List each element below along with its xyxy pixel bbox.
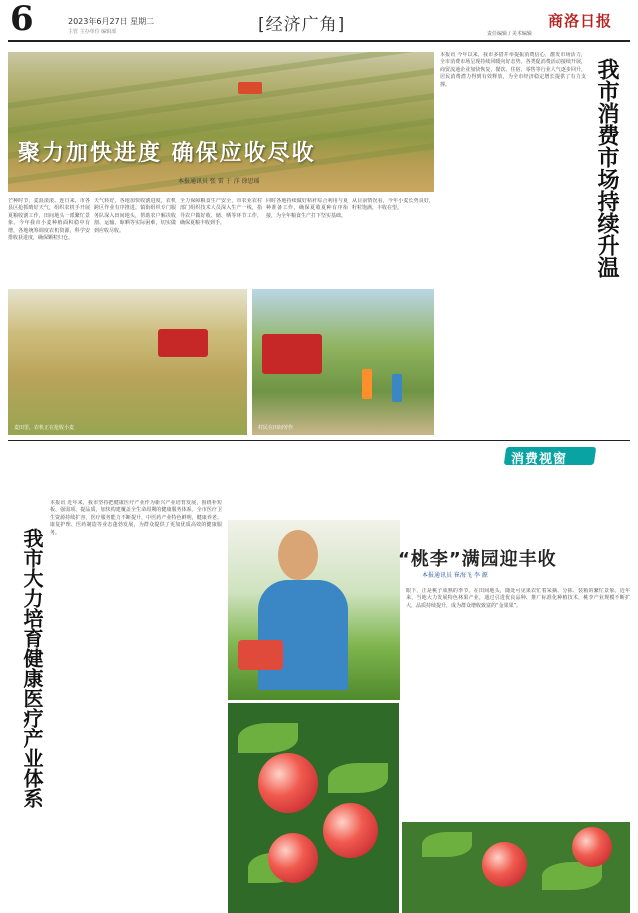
peach-basket [238,640,283,670]
farmer-photo [228,520,400,700]
peach-fruit [268,833,318,883]
harvest-headline: 聚力加快进度 确保应收尽收 [18,141,316,166]
left-photo-caption: 麦田里，农机正在抢收小麦 [14,425,75,431]
header-subline: 主管 主办单位 编辑部 [68,29,117,35]
peach-fruit [482,842,527,887]
harvest-column-2: 天气转好，各地加快收割进度，农机跨区作业有序推进。镇街组织专门服务队深入田间地头，帮助农户解决收割、运输、晾晒等实际困难，切实做到应收尽收。 [94,198,176,234]
peach-body: 眼下，正是桃子成熟的季节。在田间地头，随处可见果农忙着采摘、分拣、装箱的繁忙景象。近年来，当地大力发展特色林果产业，通过引进优良品种、推广标准化种植技术，桃李产业规模不断扩大，品质持续提升，成为群众增收致富的“金果果”。 [406,588,630,609]
harvest-photo [8,52,434,192]
harvest-machine [262,334,322,374]
field-photo-left [8,289,247,435]
harvest-column-3: 全力保障粮食生产安全，市农业农村部门组织技术人员深入生产一线，指导农户做好收、储、晒等环节工作，确保夏粮丰收到手。 [180,198,262,227]
peach-fruit [258,753,318,813]
consumption-headline: 我市消费市场持续升温 [594,58,620,278]
peach-headline: “桃李”满园迎丰收 [398,549,557,570]
right-photo-caption: 村民在田间劳作 [258,425,294,431]
farmer-shirt [258,580,348,690]
header-rule [8,40,630,42]
consumer-tag: 消费视窗 [511,452,568,467]
editor-line: 责任编辑 / 美术编辑 [487,31,532,37]
health-headline: 我市大力培育健康医疗产业体系 [20,528,44,808]
worker [392,374,402,402]
issue-date: 2023年6月27日 星期二 [68,17,155,26]
tractor [158,329,208,357]
peach-fruit [572,827,612,867]
harvest-column-1: 芒种时节，麦浪滚滚。连日来，市各县区抢抓晴好天气，组织农机手开展夏粮收割工作，田间地头一派繁忙景象。今年我市小麦种植面积稳中有增，各地统筹调度农机资源，科学安排收获进度，确保颗粒归仓。 [8,198,90,242]
harvest-credit: 本报通讯员 张 雷 于 洋 徐思瑶 [178,178,260,185]
farmer-face [278,530,318,580]
harvest-column-5: 从目前情况看，今年小麦长势良好，籽粒饱满，丰收在望。 [352,198,434,212]
peach-credit: 本报通讯员 崔海飞 李 源 [422,572,488,579]
peach-photo [228,703,399,913]
worker [362,369,372,399]
peach-photo-bottom [402,822,630,913]
harvest-column-4: 同时各地持续做好秸秆综合利用与夏种准备工作，确保夏收夏种有序衔接，为全年粮食生产打下坚实基础。 [266,198,348,219]
field-photo-right [252,289,434,435]
section-divider [8,440,630,441]
health-body: 本报讯 近年来，我市坚持把健康医疗产业作为新兴产业培育发展，围绕补短板、强弱项、提品质，加快构建覆盖全生命周期的健康服务体系。全市医疗卫生资源持续扩容，医疗服务能力不断提升，中医药产业特色鲜明，健康养老、康复护理、医药制造等业态蓬勃发展，为群众提供了更加优质高效的健康服务。 [50,500,222,536]
consumption-body: 本报讯 今年以来，我市多措并举提振消费信心，激发市场活力，全市消费市场呈现持续回暖向好态势。各类促消费活动接续开展，商贸流通企业加快恢复，餐饮、住宿、零售等行业人气逐步回升，居民消费潜力得到有效释放，为全市经济稳定增长提供了有力支撑。 [440,52,586,88]
section-title: [经济广角] [258,15,346,35]
page-number: 6 [10,0,34,39]
paper-logo: 商洛日报 [548,12,613,30]
peach-fruit [323,803,378,858]
combine-harvester [238,82,262,94]
